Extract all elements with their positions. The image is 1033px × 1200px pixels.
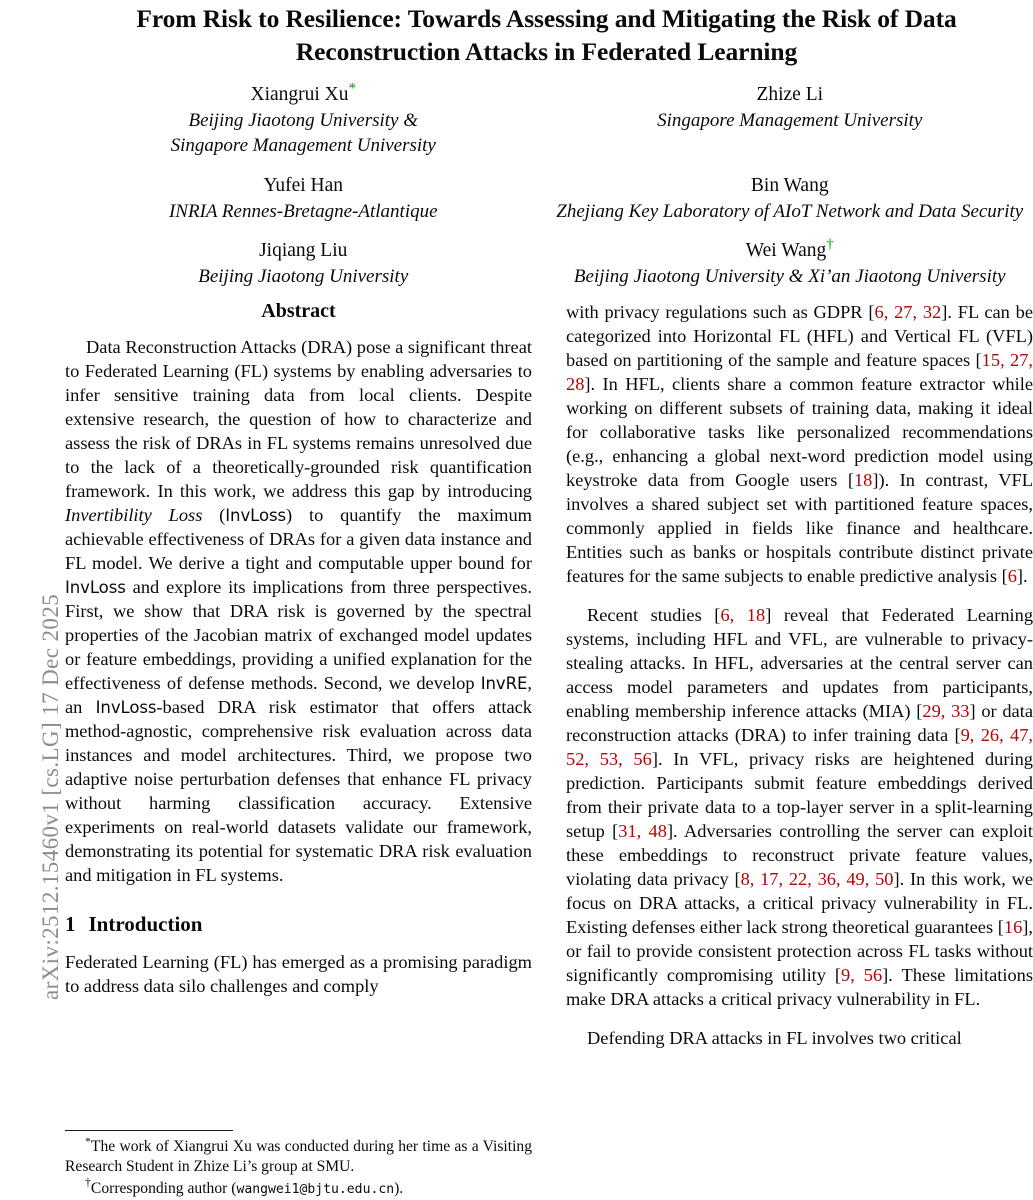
author-row-spacer bbox=[60, 224, 1033, 238]
footnote-symbol-dagger: † bbox=[85, 1175, 91, 1190]
term-invloss-3: InvLoss bbox=[95, 698, 157, 718]
footnote-asterisk-text: The work of Xiangrui Xu was conducted during her time as a Visiting Research Student in Zhize Li’s group at SMU. bbox=[65, 1138, 532, 1176]
author-affiliation: Singapore Management University bbox=[657, 110, 923, 132]
page-title bbox=[68, 2, 1025, 68]
intro2-text-h: ]. These limitations make DRA attacks a critical privacy vulnerability in FL. bbox=[566, 965, 1033, 1010]
intro-paragraph-2 bbox=[566, 603, 1033, 1011]
citation-ref[interactable]: 18 bbox=[853, 470, 873, 491]
section-heading-introduction bbox=[65, 912, 532, 937]
abstract-text-part-6: -based DRA risk estimator that offers attack method-agnostic, comprehensive risk evaluation across data instances and model architectures. Third, we propose two adaptive noise perturbation defenses that enhance FL privacy without harming classification accuracy. Extensive experiments on real-world datasets validate our framework, demonstrating its potential for systematic DRA risk evaluation and mitigation in FL systems. bbox=[65, 697, 532, 886]
intro2-text-c: ] or data reconstruction attacks (DRA) to infer training data [ bbox=[566, 701, 1033, 746]
author-entry-jiqiang-liu bbox=[60, 238, 547, 289]
citation-ref[interactable]: 31, 48 bbox=[618, 821, 667, 842]
author-affiliation: Zhejiang Key Laboratory of AIoT Network and Data Security bbox=[556, 200, 1024, 222]
paper-page bbox=[60, 0, 1033, 1200]
abstract-text-part-1: Data Reconstruction Attacks (DRA) pose a significant threat to Federated Learning (FL) systems by enabling adversaries to infer sensitive training data from local clients. Despite extensive research, the question of how to characterize and assess the risk of DRAs in FL systems remains unresolved due to the lack of a theoretically-grounded risk quantification framework. In this work, we address this gap by introducing bbox=[65, 337, 532, 502]
term-invloss-1: InvLoss bbox=[225, 506, 287, 526]
arxiv-stamp-text: arXiv:2512.15460v1 [cs.LG] 17 Dec 2025 bbox=[38, 593, 63, 1000]
footnote-dagger bbox=[65, 1175, 532, 1199]
author-entry-bin-wang bbox=[547, 173, 1033, 224]
paper-title-line-1: From Risk to Resilience: Towards Assessing and Mitigating the Risk of Data bbox=[136, 4, 957, 33]
citation-ref[interactable]: 15, 27, 28 bbox=[566, 350, 1033, 395]
intro-text-e: ]. bbox=[1016, 566, 1028, 587]
footnote-marker-asterisk[interactable]: * bbox=[348, 80, 357, 97]
author-row bbox=[60, 82, 1033, 158]
author-affiliation: Beijing Jiaotong University & Xi’an Jiaotong University bbox=[573, 265, 1006, 287]
abstract-text-part-4: and explore its implications from three perspectives. First, we show that DRA risk is governed by the spectral properties of the Jacobian matrix of exchanged model updates or feature embeddings, providing a unified explanation for the effectiveness of defense methods. Second, we develop bbox=[65, 577, 532, 694]
abstract-text-part-2: ( bbox=[202, 505, 226, 526]
footnote-rule bbox=[65, 1130, 233, 1131]
footnote-dagger-text-post: ). bbox=[394, 1179, 404, 1197]
author-name: Bin Wang bbox=[750, 174, 829, 196]
intro2-text-e: ]. Adversaries controlling the server can exploit these embeddings to reconstruct private feature values, violating data privacy [ bbox=[566, 821, 1033, 890]
author-name bbox=[64, 82, 543, 108]
author-affiliation-second-line: Singapore Management University bbox=[170, 135, 436, 157]
footnote-marker-dagger[interactable]: † bbox=[826, 236, 834, 253]
intro2-text-d: ]. In VFL, privacy risks are heightened during prediction. Participants submit feature embeddings derived from their private data to a top-layer server in a split-learning setup [ bbox=[566, 749, 1033, 842]
section-number: 1 bbox=[65, 912, 76, 937]
author-affiliation: Beijing Jiaotong University bbox=[198, 265, 409, 287]
author-name-text: Xiangrui Xu bbox=[250, 84, 349, 106]
footnote-symbol-asterisk: * bbox=[85, 1133, 91, 1148]
term-invre: InvRE bbox=[480, 674, 528, 694]
section-title: Introduction bbox=[88, 912, 203, 937]
intro2-text-g: ], or fail to provide consistent protection across FL tasks without significantly compromising utility [ bbox=[566, 917, 1033, 986]
arxiv-stamp bbox=[0, 0, 63, 1200]
intro-text-b: ]. FL can be categorized into Horizontal FL (HFL) and Vertical FL (VFL) based on partitioning of the sample and feature spaces [ bbox=[566, 302, 1033, 371]
corresponding-author-email[interactable]: wangwei1@bjtu.edu.cn bbox=[236, 1181, 395, 1197]
authors-block bbox=[60, 82, 1033, 289]
citation-ref[interactable]: 9, 26, 47, 52, 53, 56 bbox=[566, 725, 1033, 770]
citation-ref[interactable]: 6, 18 bbox=[720, 605, 766, 626]
author-entry-yufei-han bbox=[60, 173, 547, 224]
left-column bbox=[65, 300, 532, 1197]
right-column bbox=[566, 300, 1033, 1050]
citation-ref[interactable]: 6 bbox=[1007, 566, 1017, 587]
author-name-text: Wei Wang bbox=[745, 239, 827, 261]
citation-ref[interactable]: 16 bbox=[1003, 917, 1023, 938]
author-affiliation: Beijing Jiaotong University & bbox=[188, 110, 419, 132]
intro-paragraph-right-continued bbox=[566, 300, 1033, 588]
intro2-text-b: ] reveal that Federated Learning systems, including HFL and VFL, are vulnerable to privacy-stealing attacks. In HFL, adversaries at the central server can access model parameters and updates from participants, enabling membership inference attacks (MIA) [ bbox=[566, 605, 1033, 722]
term-invertibility-loss: Invertibility Loss bbox=[65, 505, 203, 526]
title-block bbox=[60, 0, 1033, 68]
author-row bbox=[60, 238, 1033, 289]
author-name bbox=[551, 238, 1030, 264]
author-row-spacer bbox=[60, 159, 1033, 173]
citation-ref[interactable]: 6, 27, 32 bbox=[874, 302, 942, 322]
paper-title-line-2: Reconstruction Attacks in Federated Learning bbox=[295, 37, 798, 67]
author-row bbox=[60, 173, 1033, 224]
author-name: Zhize Li bbox=[756, 84, 824, 106]
intro-text-c: ]. In HFL, clients share a common feature extractor while working on different subsets of training data, making it ideal for collaborative tasks like personalized recommendations (e.g., enhancing a global next-word prediction model using keystroke data from Google users [ bbox=[566, 374, 1033, 491]
abstract-text-part-3: ) to quantify the maximum achievable effectiveness of DRAs for a given data instance and FL model. We derive a tight and computable upper bound for bbox=[65, 505, 532, 574]
intro2-text-f: ]. In this work, we focus on DRA attacks, a critical privacy vulnerability in FL. Existing defenses either lack strong theoretical guarantees [ bbox=[566, 869, 1033, 938]
intro-text-d: ]). In contrast, VFL involves a shared subject set with partitioned feature spaces, commonly applied in fields like finance and healthcare. Entities such as banks or hospitals contribute distinct private features for the same subjects to enable predictive analysis [ bbox=[566, 470, 1033, 587]
author-entry-zhize-li bbox=[547, 82, 1033, 158]
footnotes-block bbox=[65, 1130, 532, 1199]
footnote-asterisk bbox=[65, 1133, 532, 1178]
intro-paragraph-left: Federated Learning (FL) has emerged as a promising paradigm to address data silo challenges and comply bbox=[65, 952, 532, 997]
term-invloss-2: InvLoss bbox=[65, 578, 126, 598]
author-entry-wei-wang bbox=[547, 238, 1033, 289]
citation-ref[interactable]: 29, 33 bbox=[922, 701, 970, 722]
author-affiliation: INRIA Rennes-Bretagne-Atlantique bbox=[168, 200, 438, 222]
intro2-text-a: Recent studies [ bbox=[587, 605, 721, 626]
intro-paragraph-3: Defending DRA attacks in FL involves two critical bbox=[587, 1028, 962, 1049]
abstract-text-part-5: , an bbox=[65, 673, 532, 718]
author-name: Yufei Han bbox=[263, 174, 344, 196]
author-entry-xiangrui-xu bbox=[60, 82, 547, 158]
intro-text-a: with privacy regulations such as GDPR [ bbox=[566, 302, 875, 322]
author-name: Jiqiang Liu bbox=[259, 239, 348, 261]
abstract-paragraph bbox=[65, 335, 532, 887]
citation-ref[interactable]: 9, 56 bbox=[841, 965, 883, 986]
footnote-dagger-text-pre: Corresponding author ( bbox=[90, 1179, 237, 1197]
abstract-heading: Abstract bbox=[261, 300, 336, 322]
two-column-body bbox=[65, 300, 1033, 1197]
citation-ref[interactable]: 8, 17, 22, 36, 49, 50 bbox=[740, 869, 894, 890]
